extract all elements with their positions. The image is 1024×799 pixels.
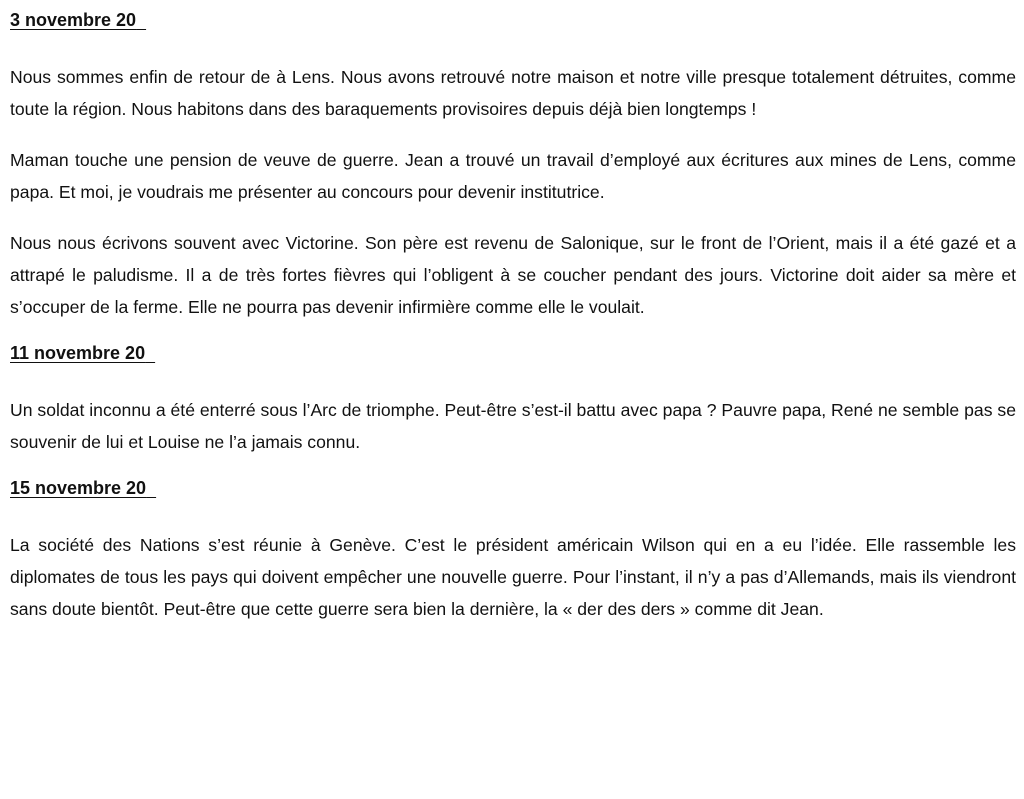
entry-paragraph: Nous sommes enfin de retour de à Lens. Nous avons retrouvé notre maison et notre ville presque totalement détruites, comme toute la région. Nous habitons dans des baraquements provisoires depuis déjà bien longtemps ! [10, 67, 1016, 119]
entry-date-15-nov: 15 novembre 20 [10, 478, 147, 498]
entry-paragraph: Nous nous écrivons souvent avec Victorine. Son père est revenu de Salonique, sur le front de l’Orient, mais il a été gazé et a attrapé le paludisme. Il a de très fortes fièvres qui l’obligent à se coucher pendant des jours. Victorine doit aider sa mère et s’occuper de la ferme. Elle ne pourra pas devenir infirmière comme elle le voulait. [10, 233, 1016, 317]
entry-date-11-nov: 11 novembre 20 [10, 343, 146, 363]
entry-paragraph: La société des Nations s’est réunie à Genève. C’est le président américain Wilson qui en a eu l’idée. Elle rassemble les diplomates de tous les pays qui doivent empêcher une nouvelle guerre. Pour l’instant, il n’y a pas d’Allemands, mais ils viendront sans doute bientôt. Peut-être que cette guerre sera bien la dernière, la « der des ders » comme dit Jean. [10, 535, 1016, 619]
entry-paragraph: Un soldat inconnu a été enterré sous l’Arc de triomphe. Peut-être s’est-il battu avec papa ? Pauvre papa, René ne semble pas se souvenir de lui et Louise ne l’a jamais connu. [10, 400, 1016, 452]
entry-paragraph: Maman touche une pension de veuve de guerre. Jean a trouvé un travail d’employé aux écritures aux mines de Lens, comme papa. Et moi, je voudrais me présenter au concours pour devenir institutrice. [10, 150, 1016, 202]
diary-page [10, 8, 1016, 625]
entry-date-3-nov: 3 novembre 20 [10, 10, 137, 30]
